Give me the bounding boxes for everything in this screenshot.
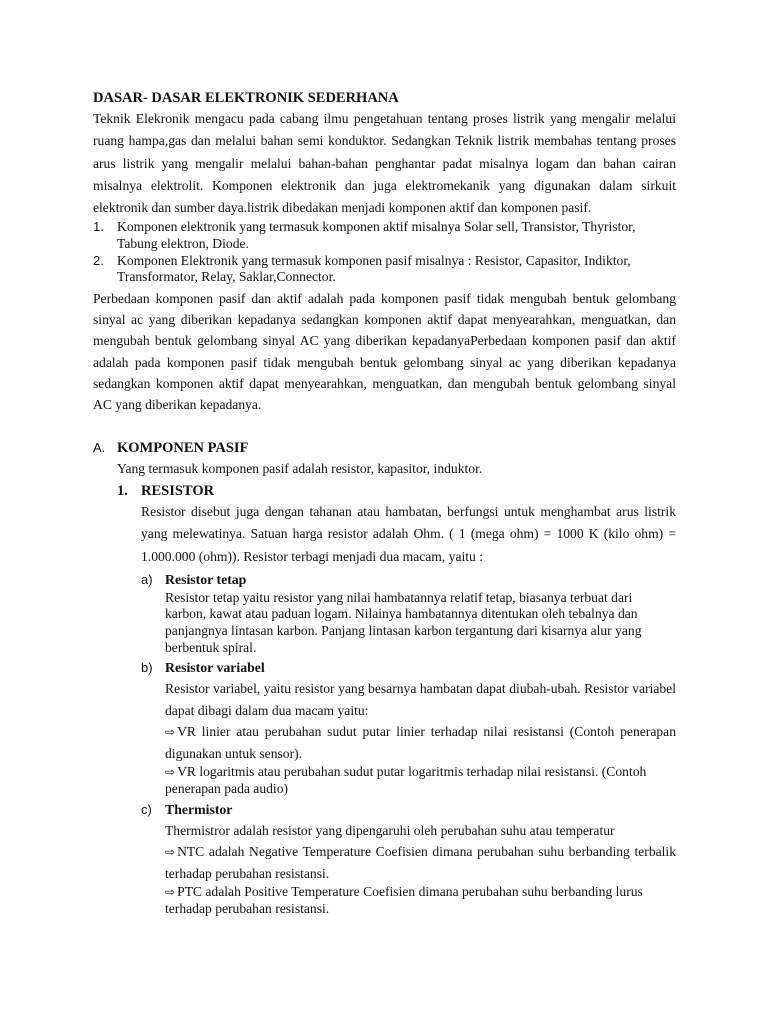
section-a-title: KOMPONEN PASIF bbox=[117, 439, 249, 456]
resistor-description: Resistor disebut juga dengan tahanan atau hambatan, berfungsi untuk menghambat arus listrik yang melewatinya. Satuan harga resistor adalah Ohm. ( 1 (mega ohm) = 1000 K (kilo ohm) = 1.000.000 (ohm)). Resistor terbagi menjadi dua macam, yaitu : bbox=[141, 503, 676, 564]
bullet-item bbox=[165, 764, 676, 797]
list-marker: 1. bbox=[93, 219, 104, 235]
list-item bbox=[93, 253, 676, 286]
section-a-intro: Yang termasuk komponen pasif adalah resistor, kapasitor, induktor. bbox=[117, 460, 483, 476]
bullet-text: PTC adalah Positive Temperature Coefisien dimana perubahan suhu berbanding lurus terhadap perubahan resistansi. bbox=[165, 884, 643, 917]
resistor-type-variable bbox=[141, 658, 676, 797]
document-page bbox=[93, 88, 676, 918]
sub-heading: Resistor tetap bbox=[165, 571, 247, 587]
sub-marker: c) bbox=[141, 801, 152, 817]
component-list bbox=[93, 219, 676, 285]
arrow-icon: ⇨ bbox=[165, 765, 176, 780]
sub-text: Resistor tetap yaitu resistor yang nilai hambatannya relatif tetap, biasanya terbuat dari karbon, kawat atau paduan logam. Nilainya hambatannya ditentukan oleh tebalnya dan panjangnya lintasan karbon. Panjang lintasan karbon tergantung dari kisarnya alur yang berbentuk spiral. bbox=[165, 589, 642, 655]
list-item bbox=[93, 219, 676, 252]
bullet-text: NTC adalah Negative Temperature Coefisien dimana perubahan suhu berbanding terbalik terhadap perubahan resistansi. bbox=[165, 843, 676, 882]
bullet-item bbox=[165, 884, 676, 917]
arrow-icon: ⇨ bbox=[165, 844, 176, 859]
list-item-text: Komponen elektronik yang termasuk komponen aktif misalnya Solar sell, Transistor, Thyristor, Tabung elektron, Diode. bbox=[117, 219, 636, 252]
sub-heading: Thermistor bbox=[165, 801, 233, 817]
bullet-text: VR linier atau perubahan sudut putar linier terhadap nilai resistansi (Contoh penerapan digunakan untuk sensor). bbox=[165, 723, 676, 762]
bullet-text: VR logaritmis atau perubahan sudut putar logaritmis terhadap nilai resistansi. (Contoh penerapan pada audio) bbox=[165, 764, 647, 796]
comparison-paragraph: Perbedaan komponen pasif dan aktif adalah pada komponen pasif tidak mengubah bentuk gelombang sinyal ac yang diberikan kepadanya sedangkan komponen aktif dapat menyearahkan, menguatkan, dan mengubah bentuk gelombang sinyal AC yang diberikan kepadanyaPerbedaan komponen pasif dan aktif adalah pada komponen pasif tidak mengubah bentuk gelombang sinyal ac yang diberikan kepadanya sedangkan komponen aktif dapat menyearahkan, menguatkan, dan mengubah bentuk gelombang sinyal AC yang diberikan kepadanya. bbox=[93, 290, 676, 413]
sub-marker: a) bbox=[141, 571, 153, 587]
resistor-number: 1. bbox=[117, 482, 128, 499]
section-a-marker: A. bbox=[93, 439, 106, 455]
bullet-item bbox=[165, 721, 676, 765]
resistor-type-thermistor bbox=[141, 800, 676, 918]
list-marker: 2. bbox=[93, 252, 104, 268]
sub-text: Thermistror adalah resistor yang dipengaruhi oleh perubahan suhu atau temperatur bbox=[165, 822, 615, 838]
bullet-item bbox=[165, 841, 676, 885]
sub-heading: Resistor variabel bbox=[165, 660, 265, 676]
resistor-body bbox=[117, 501, 676, 918]
document-title: DASAR- DASAR ELEKTRONIK SEDERHANA bbox=[93, 90, 399, 106]
resistor-title: RESISTOR bbox=[141, 482, 215, 499]
list-item-text: Komponen Elektronik yang termasuk komponen pasif misalnya : Resistor, Capasitor, Indiktor, Transformator, Relay, Saklar,Connector. bbox=[117, 252, 631, 285]
resistor-type-fixed bbox=[141, 570, 676, 656]
section-a-heading bbox=[93, 438, 676, 458]
sub-marker: b) bbox=[141, 660, 153, 676]
arrow-icon: ⇨ bbox=[165, 724, 176, 739]
intro-paragraph: Teknik Elekronik mengacu pada cabang ilmu pengetahuan tentang proses listrik yang mengalir melalui ruang hampa,gas dan melalui bahan semi konduktor. Sedangkan Teknik listrik membahas tentang proses arus listrik yang mengalir melalui bahan-bahan penghantar padat misalnya logam dan bahan cairan misalnya elektrolit. Komponen elektronik dan juga elektromekanik yang digunakan dalam sirkuit elektronik dan sumber daya.listrik dibedakan menjadi komponen aktif dan komponen pasif. bbox=[93, 111, 676, 216]
resistor-heading bbox=[117, 481, 676, 501]
section-a-body bbox=[93, 458, 676, 918]
arrow-icon: ⇨ bbox=[165, 885, 176, 900]
sub-text: Resistor variabel, yaitu resistor yang besarnya hambatan dapat diubah-ubah. Resistor variabel dapat dibagi dalam dua macam yaitu: bbox=[165, 681, 676, 718]
